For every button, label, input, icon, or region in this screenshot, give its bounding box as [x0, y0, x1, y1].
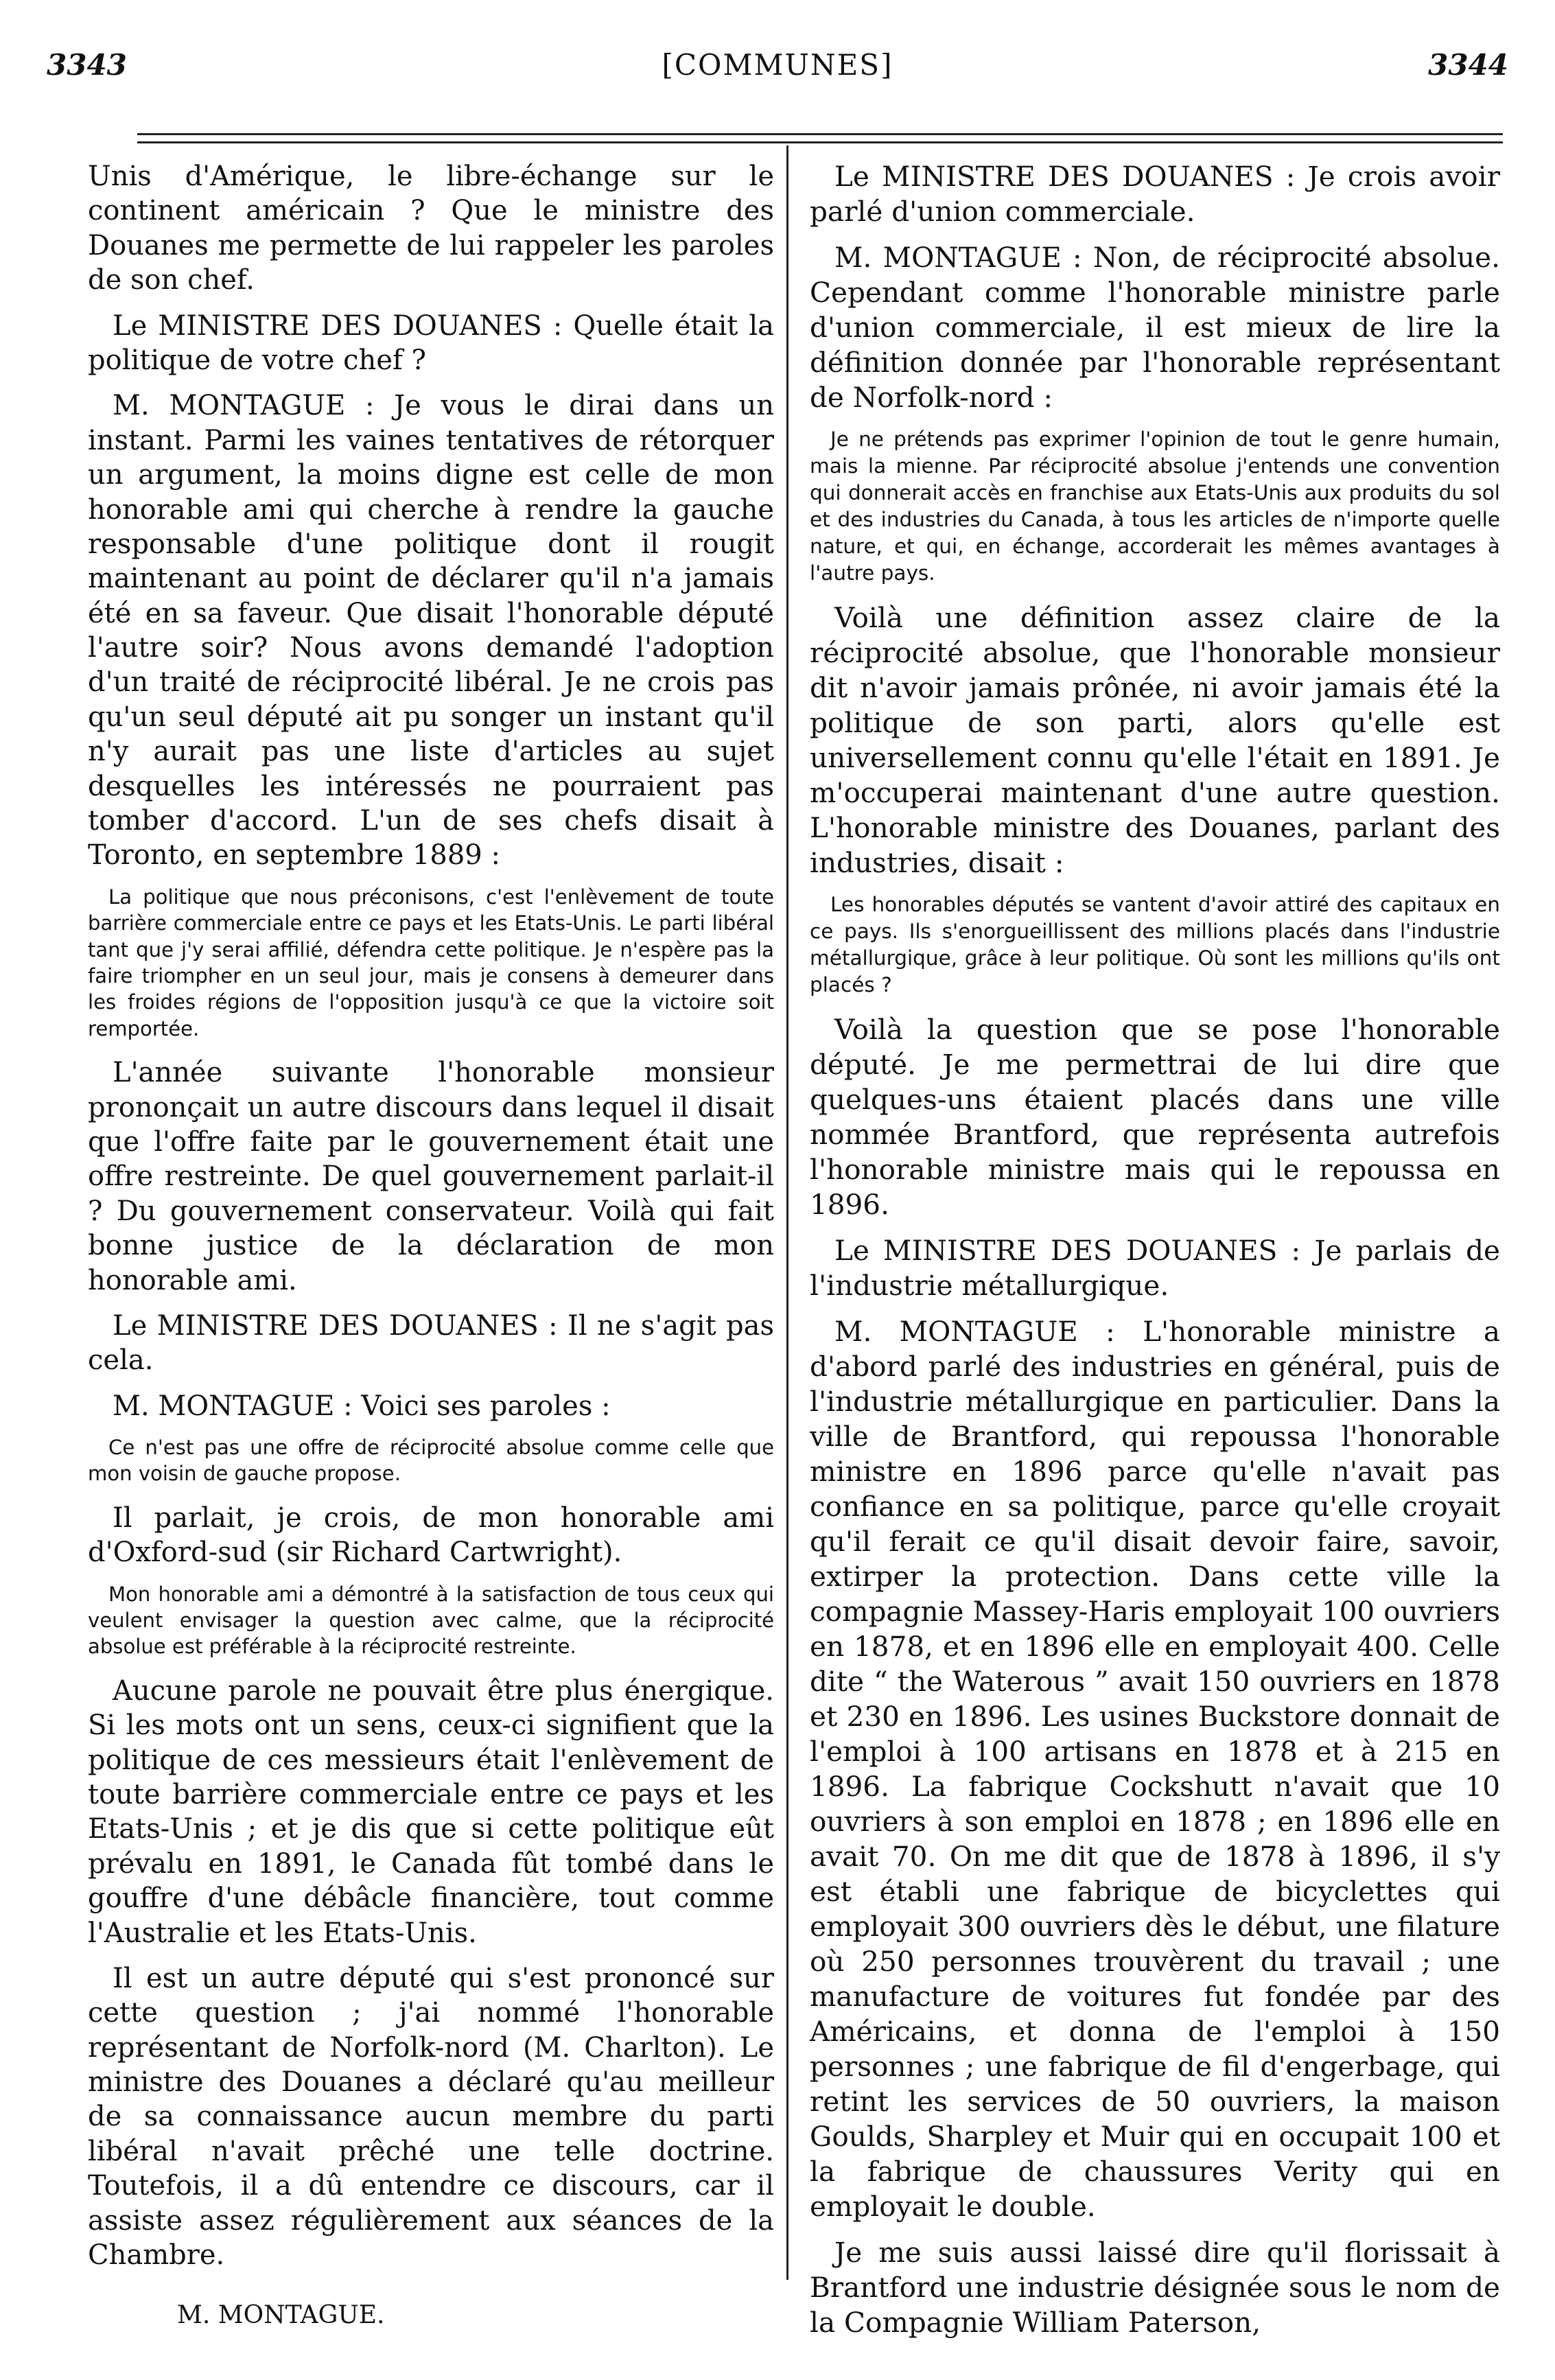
page-number-right: 3344: [1428, 48, 1508, 82]
paragraph: Le MINISTRE DES DOUANES : Il ne s'agit pas cela.: [88, 1309, 774, 1377]
paragraph: Aucune parole ne pouvait être plus énergique. Si les mots ont un sens, ceux-ci signifient que la politique de ces messieurs était l'enlèvement de toute barrière commerciale entre ce pays et les Etats-Unis ; et je dis que si cette politique eût prévalu en 1891, le Canada fût tombé dans le gouffre d'une débâcle financière, tout comme l'Australie et les Etats-Unis.: [88, 1675, 774, 1949]
running-title: [COMMUNES]: [662, 48, 893, 82]
speaker-tag: M. MONTAGUE.: [177, 2301, 385, 2330]
paragraph: L'année suivante l'honorable monsieur prononçait un autre discours dans lequel il disait que l'offre faite par le gouvernement était une offre restreinte. De quel gouvernement parlait-il ? Du gouvernement conservateur. Voilà qui fait bonne justice de la déclaration de mon honorable ami.: [88, 1057, 774, 1296]
page-header: [0, 48, 1555, 103]
quoted-passage: Ce n'est pas une offre de réciprocité absolue comme celle que mon voisin de gauche propose.: [88, 1436, 774, 1486]
paragraph: Voilà la question que se pose l'honorable député. Je me permettrai de lui dire que quelques-uns étaient placés dans une ville nommée Brantford, que représenta autrefois l'honorable ministre mais qui le repoussa en 1896.: [810, 1012, 1500, 1221]
page-number-left: 3343: [47, 48, 127, 82]
quoted-passage: Je ne prétends pas exprimer l'opinion de tout le genre humain, mais la mienne. Par réciprocité absolue j'entends une convention qui donnerait accès en franchise aux Etats-Unis aux produits du sol et des industries du Canada, à tous les articles de n'importe quelle nature, et qui, en échange, accorderait les mêmes avantages à l'autre pays.: [810, 428, 1500, 585]
paragraph: Je me suis aussi laissé dire qu'il florissait à Brantford une industrie désignée sous le nom de la Compagnie William Paterson,: [810, 2236, 1500, 2340]
header-rule-bottom: [137, 141, 1503, 143]
paragraph: M. MONTAGUE : L'honorable ministre a d'abord parlé des industries en général, puis de l'industrie métallurgique en particulier. Dans la ville de Brantford, qui repoussa l'honorable ministre en 1896 parce qu'elle n'avait pas confiance en sa politique, parce qu'elle croyait qu'il ferait ce qu'il disait devoir faire, savoir, extirper la protection. Dans cette ville la compagnie Massey-Haris employait 100 ouvriers en 1878, et en 1896 elle en employait 400. Celle dite “ the Waterous ” avait 150 ouvriers en 1878 et 230 en 1896. Les usines Buckstore donnait de l'emploi à 100 artisans en 1878 et à 215 en 1896. La fabrique Cockshutt n'avait que 10 ouvriers à son emploi en 1878 ; en 1896 elle en avait 70. On me dit que de 1878 à 1896, il s'y est établi une fabrique de bicyclettes qui employait 300 ouvriers dès le début, une filature où 250 personnes trouvèrent du travail ; une manufacture de voitures fut fondée par des Américains, et donna de l'emploi à 150 personnes ; une fabrique de fil d'engerbage, qui retint les services de 50 ouvriers, la maison Goulds, Sharpley et Muir qui en occupait 100 et la fabrique de chaussures Verity qui en employait le double.: [810, 1314, 1500, 2224]
paragraph: M. MONTAGUE : Je vous le dirai dans un instant. Parmi les vaines tentatives de rétorquer un argument, la moins digne est celle de mon honorable ami qui cherche à rendre la gauche responsable d'une politique dont il rougit maintenant au point de déclarer qu'il n'a jamais été en sa faveur. Que disait l'honorable député l'autre soir? Nous avons demandé l'adoption d'un traité de réciprocité libéral. Je ne crois pas qu'un seul député ait pu songer un instant qu'il n'y aurait pas une liste d'articles au sujet desquelles les intéressés ne pourraient pas tomber d'accord. L'un de ses chefs disait à Toronto, en septembre 1889 :: [88, 390, 774, 872]
paragraph: Unis d'Amérique, le libre-échange sur le continent américain ? Que le ministre des Douanes me permette de lui rappeler les paroles de son chef.: [88, 161, 774, 296]
quoted-passage: Mon honorable ami a démontré à la satisfaction de tous ceux qui veulent envisager la question avec calme, que la réciprocité absolue est préférable à la réciprocité restreinte.: [88, 1582, 774, 1659]
paragraph: Le MINISTRE DES DOUANES : Je crois avoir parlé d'union commerciale.: [810, 160, 1500, 229]
paragraph: Il est un autre député qui s'est prononcé sur cette question ; j'ai nommé l'honorable représentant de Norfolk-nord (M. Charlton). Le ministre des Douanes a déclaré qu'au meilleur de sa connaissance aucun membre du parti libéral n'avait prêché une telle doctrine. Toutefois, il a dû entendre ce discours, car il assiste assez régulièrement aux séances de la Chambre.: [88, 1962, 774, 2272]
paragraph: M. MONTAGUE : Voici ses paroles :: [113, 1390, 611, 1422]
paragraph: Le MINISTRE DES DOUANES : Quelle était la politique de votre chef ?: [88, 310, 774, 376]
quoted-passage: La politique que nous préconisons, c'est l'enlèvement de toute barrière commerciale entre ce pays et les Etats-Unis. Le parti libéral tant que j'y serai affilié, défendra cette politique. Je n'espère pas la faire triompher en un seul jour, mais je consens à demeurer dans les froides régions de l'opposition jusqu'à ce que la victoire soit remportée.: [88, 885, 774, 1040]
right-column: [810, 159, 1500, 2351]
paragraph: Le MINISTRE DES DOUANES : Je parlais de l'industrie métallurgique.: [810, 1233, 1500, 1302]
paragraph: M. MONTAGUE : Non, de réciprocité absolue. Cependant comme l'honorable ministre parle d'union commerciale, il est mieux de lire la définition donnée par l'honorable représentant de Norfolk-nord :: [810, 241, 1500, 415]
paragraph: Voilà une définition assez claire de la réciprocité absolue, que l'honorable monsieur dit n'avoir jamais prônée, ni avoir jamais été la politique de son parti, alors qu'elle est universellement connu qu'elle l'était en 1891. Je m'occuperai maintenant d'une autre question. L'honorable ministre des Douanes, parlant des industries, disait :: [810, 600, 1500, 879]
left-column: [88, 159, 774, 2342]
paragraph: Il parlait, je crois, de mon honorable ami d'Oxford-sud (sir Richard Cartwright).: [88, 1502, 774, 1569]
column-divider: [786, 145, 788, 2280]
header-rule-top: [137, 133, 1503, 135]
quoted-passage: Les honorables députés se vantent d'avoir attiré des capitaux en ce pays. Ils s'enorgueillissent des millions placés dans l'industrie métallurgique, grâce à leur politique. Où sont les millions qu'ils ont placés ?: [810, 892, 1500, 996]
